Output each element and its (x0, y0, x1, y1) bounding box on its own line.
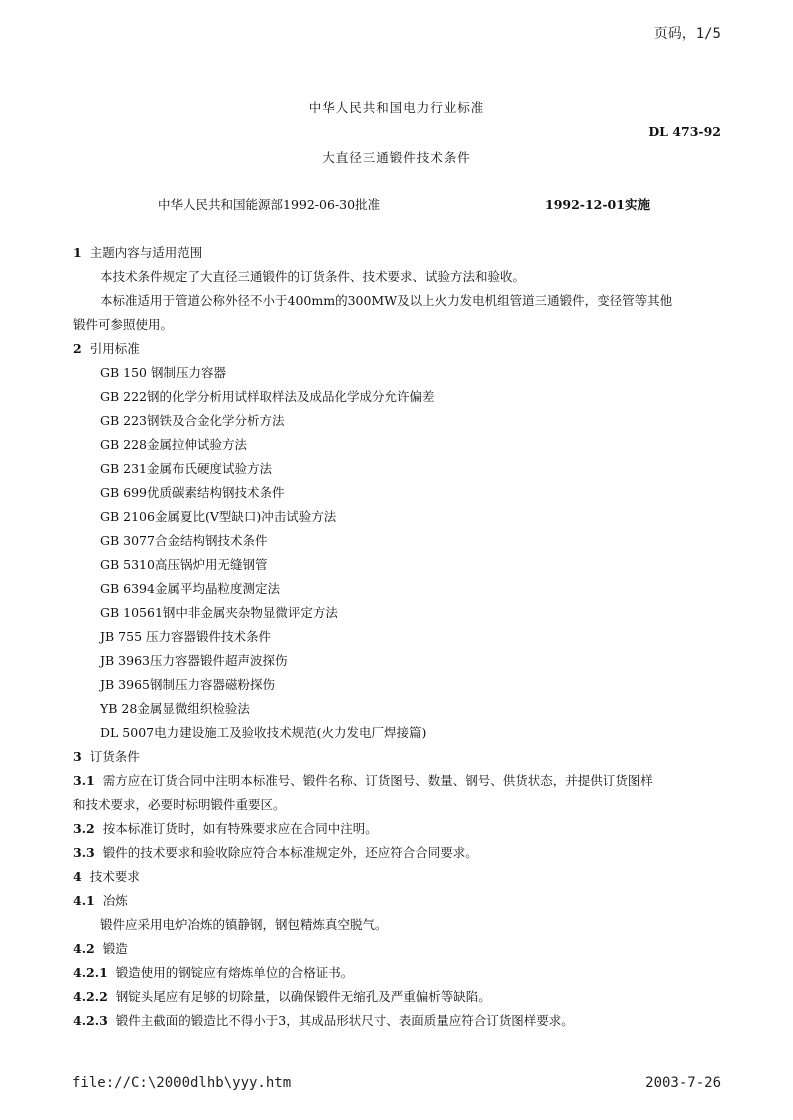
reference-item: GB 150 钢制压力容器 (100, 365, 226, 380)
section-4-heading (73, 869, 140, 885)
section-title: 主题内容与适用范围 (89, 245, 203, 260)
reference-item: JB 3965钢制压力容器磁粉探伤 (100, 677, 275, 692)
page-number-label: 页码，1/5 (653, 26, 721, 42)
section-number: 3 (73, 749, 82, 764)
clause-number: 4.2.2 (73, 989, 108, 1004)
clause-4-2-3 (73, 1013, 574, 1029)
paragraph: 本标准适用于管道公称外径不小于400mm的300MW及以上火力发电机组管道三通锻件，变径管等其他 (100, 293, 673, 308)
clause-4-2-1 (73, 965, 353, 981)
clause-4-2-2 (73, 989, 491, 1005)
clause-text: 钢锭头尾应有足够的切除量，以确保锻件无缩孔及严重偏析等缺陷。 (115, 989, 491, 1004)
section-title: 订货条件 (89, 749, 140, 764)
doc-title: 大直径三通锻件技术条件 (322, 150, 471, 165)
clause-3-1 (73, 773, 653, 789)
reference-item: DL 5007电力建设施工及验收技术规范(火力发电厂焊接篇) (100, 725, 427, 740)
clause-4-1 (73, 893, 128, 909)
reference-item: GB 699优质碳素结构钢技术条件 (100, 485, 285, 500)
paragraph: 本技术条件规定了大直径三通锻件的订货条件、技术要求、试验方法和验收。 (100, 269, 526, 284)
clause-title: 冶炼 (102, 893, 128, 908)
clause-3-3 (73, 845, 478, 861)
clause-text: 锻造使用的钢锭应有熔炼单位的合格证书。 (115, 965, 354, 980)
reference-item: GB 222钢的化学分析用试样取样法及成品化学成分允许偏差 (100, 389, 435, 404)
reference-item: GB 10561钢中非金属夹杂物显微评定方法 (100, 605, 338, 620)
reference-item: GB 228金属拉伸试验方法 (100, 437, 248, 452)
clause-title: 锻造 (102, 941, 128, 956)
section-3-heading (73, 749, 140, 765)
section-title: 技术要求 (89, 869, 140, 884)
standard-code: DL 473-92 (648, 124, 721, 139)
clause-number: 4.2.3 (73, 1013, 108, 1028)
clause-number: 3.3 (73, 845, 95, 860)
clause-4-2 (73, 941, 128, 957)
paragraph: 锻件应采用电炉冶炼的镇静钢，钢包精炼真空脱气。 (100, 917, 388, 932)
org-title: 中华人民共和国电力行业标准 (308, 100, 485, 115)
section-number: 4 (73, 869, 82, 884)
section-1-heading (73, 245, 202, 261)
clause-3-2 (73, 821, 378, 837)
paragraph-continuation: 锻件可参照使用。 (73, 317, 174, 332)
reference-item: GB 3077合金结构钢技术条件 (100, 533, 268, 548)
clause-text: 锻件的技术要求和验收除应符合本标准规定外，还应符合合同要求。 (102, 845, 478, 860)
implement-date: 1992-12-01实施 (545, 197, 650, 212)
reference-item: GB 223钢铁及合金化学分析方法 (100, 413, 285, 428)
file-path: file://C:\2000dlhb\yyy.htm (72, 1075, 292, 1091)
clause-number: 4.2.1 (73, 965, 108, 980)
paragraph-continuation: 和技术要求，必要时标明锻件重要区。 (73, 797, 286, 812)
clause-number: 4.2 (73, 941, 95, 956)
clause-text: 按本标准订货时，如有特殊要求应在合同中注明。 (102, 821, 378, 836)
section-title: 引用标准 (89, 341, 140, 356)
print-date: 2003-7-26 (645, 1075, 721, 1091)
reference-item: GB 231金属布氏硬度试验方法 (100, 461, 273, 476)
reference-item: GB 5310高压锅炉用无缝钢管 (100, 557, 268, 572)
reference-item: JB 755 压力容器锻件技术条件 (100, 629, 272, 644)
clause-number: 3.1 (73, 773, 95, 788)
reference-item: YB 28金属显微组织检验法 (100, 701, 250, 716)
clause-text: 锻件主截面的锻造比不得小于3，其成品形状尺寸、表面质量应符合订货图样要求。 (115, 1013, 574, 1028)
section-2-heading (73, 341, 140, 357)
reference-item: JB 3963压力容器锻件超声波探伤 (100, 653, 288, 668)
section-number: 1 (73, 245, 82, 260)
approval-line: 中华人民共和国能源部1992-06-30批准 (158, 197, 381, 212)
clause-text: 需方应在订货合同中注明本标准号、锻件名称、订货图号、数量、钢号、供货状态，并提供订货图样 (102, 773, 653, 788)
clause-number: 3.2 (73, 821, 95, 836)
clause-number: 4.1 (73, 893, 95, 908)
section-number: 2 (73, 341, 82, 356)
reference-item: GB 2106金属夏比(V型缺口)冲击试验方法 (100, 509, 337, 524)
reference-item: GB 6394金属平均晶粒度测定法 (100, 581, 280, 596)
